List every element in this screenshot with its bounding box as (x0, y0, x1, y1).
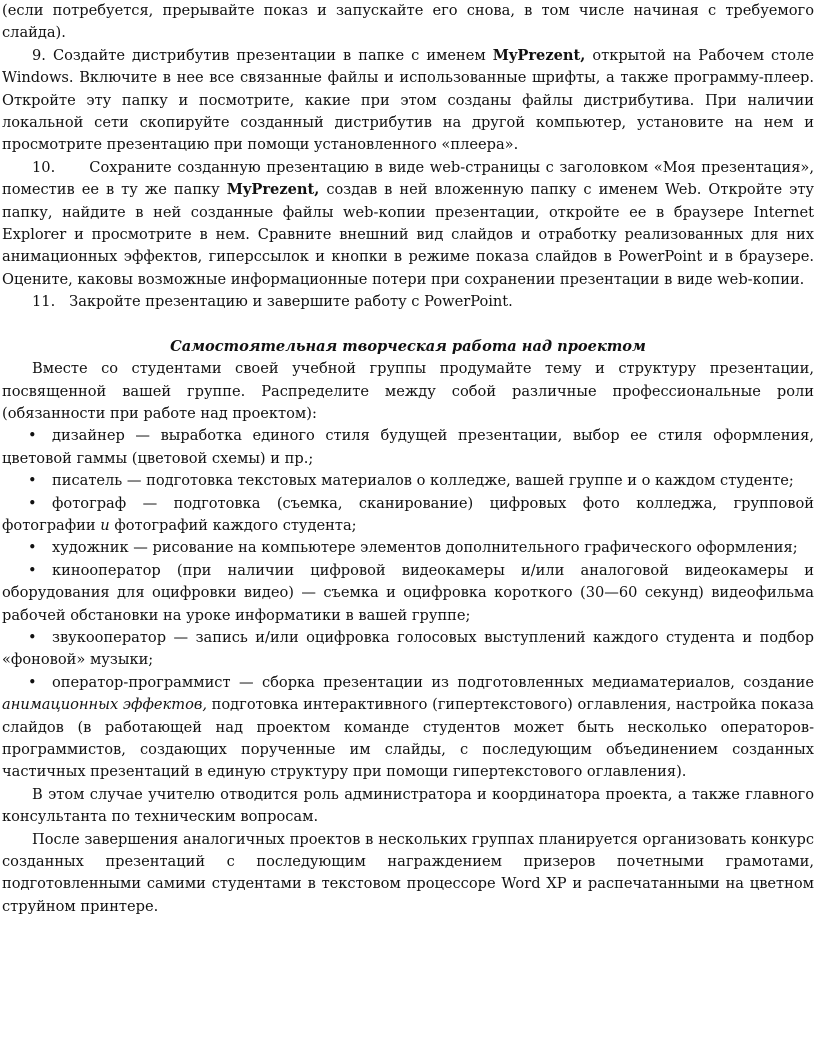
role-item: • писатель — подготовка текстовых материалов о колледже, вашей группе и о каждом студенте; (2, 470, 814, 492)
section-intro: Вместе со студентами своей учебной группы продумайте тему и структуру презентации, посвященной вашей группе. Распределите между собой различные профессиональные роли (обязанности при работе над проектом): (2, 360, 814, 422)
bullet-icon: • (28, 561, 37, 579)
role-item: • кинооператор (при наличии цифровой видеокамеры и/или аналоговой видеокамеры и оборудования для оцифровки видео) — съемка и оцифровка короткого (30—60 секунд) видеофильма рабочей обстановки на уроке информатики в вашей группе; (2, 561, 814, 624)
intro-continuation: (если потребуется, прерывайте показ и запускайте его снова, в том числе начиная с требуемого слайда). (2, 2, 814, 42)
step-10: 10. Сохраните созданную презентацию в виде web-страницы с заголовком «Моя презентация», поместив ее в ту же папку MyPrezent, создав в ней вложенную папку с именем Web. Откройте эту папку, найдите в ней созданные файлы web-копии презентации, откройте ее в браузере Internet Explorer и просмотрите в нем. Сравните внешний вид слайдов и отработку реализованных для них анимационных эффектов, гиперссылок и кнопки в режиме показа слайдов в PowerPoint и в браузере. Оцените, каковы возможные информационные потери при сохранении презентации в виде web-копии. (2, 158, 814, 288)
bullet-icon: • (28, 427, 37, 445)
step-11: 11. Закройте презентацию и завершите работу с PowerPoint. (32, 293, 513, 311)
bullet-icon: • (28, 539, 37, 557)
step-9: 9. Создайте дистрибутив презентации в папке с именем MyPrezent, открытой на Рабочем столе Windows. Включите в нее все связанные файлы и использованные шрифты, а также программу-плеер. Откройте эту папку и посмотрите, какие при этом созданы файлы дистрибутива. При наличии локальной сети скопируйте созданный дистрибутив на другой компьютер, установите на нем и просмотрите презентацию при помощи установленного «плеера». (2, 46, 814, 154)
bullet-icon: • (28, 494, 37, 512)
folder-name: MyPrezent, (226, 181, 320, 199)
step-number: 9. (32, 46, 46, 64)
section-heading: Самостоятельная творческая работа над проектом (170, 337, 646, 355)
bullet-icon: • (28, 628, 37, 646)
step-number: 10. (32, 158, 56, 176)
role-item: • дизайнер — выработка единого стиля будущей презентации, выбор ее стиля оформления, цветовой гаммы (цветовой схемы) и пр.; (2, 427, 814, 467)
role-item: • художник — рисование на компьютере элементов дополнительного графического оформления; (2, 537, 814, 559)
role-item: • оператор-программист — сборка презентации из подготовленных медиаматериалов, создание анимационных эффектов, подготовка интерактивного (гипертекстового) оглавления, настройка показа слайдов (в работающей над проектом команде студентов может быть несколько операторов-программистов, создающих порученные им слайды, с последующим объединением созданных частичных презентаций в единую структуру при помощи гипертекстового оглавления). (2, 673, 814, 781)
teacher-note: В этом случае учителю отводится роль администратора и координатора проекта, а также главного консультанта по техническим вопросам. (2, 785, 814, 826)
role-item: • звукооператор — запись и/или оцифровка голосовых выступлений каждого студента и подбор «фоновой» музыки; (2, 628, 814, 669)
folder-name: MyPrezent, (492, 46, 586, 64)
step-number: 11. (32, 293, 56, 311)
bullet-icon: • (28, 472, 37, 490)
role-item: • фотограф — подготовка (съемка, сканирование) цифровых фото колледжа, групповой фотографии и фотографий каждого студента; (2, 494, 814, 534)
bullet-icon: • (28, 673, 37, 691)
closing-paragraph: После завершения аналогичных проектов в нескольких группах планируется организовать конкурс созданных презентаций с последующим награждением призеров почетными грамотами, подготовленными самими студентами в текстовом процессоре Word XP и распечатанными на цветном струйном принтере. (2, 830, 814, 915)
